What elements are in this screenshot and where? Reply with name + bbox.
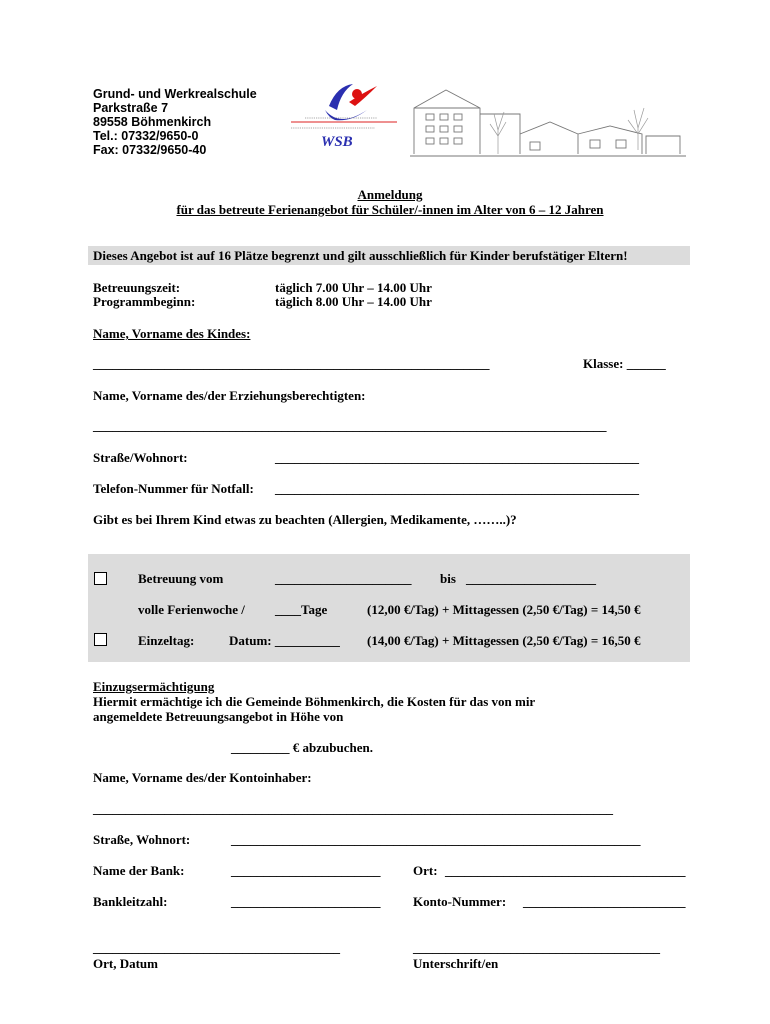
account-holder-field[interactable]: ________________________________________________________________________________ xyxy=(93,801,613,816)
bank-code-label: Bankleitzahl: xyxy=(93,894,168,909)
school-logo-icon xyxy=(285,80,405,152)
guardian-heading: Name, Vorname des/der Erziehungsberechtigten: xyxy=(93,388,366,403)
full-week-checkbox[interactable] xyxy=(94,572,107,585)
bank-city-label: Ort: xyxy=(413,863,438,878)
bank-code-field[interactable]: _______________________ xyxy=(231,894,381,909)
signature-field[interactable]: ______________________________________ xyxy=(413,940,660,955)
care-from-field[interactable]: _____________________ xyxy=(275,571,412,586)
care-from-label: Betreuung vom xyxy=(138,571,224,586)
address-label: Straße/Wohnort: xyxy=(93,450,188,465)
emergency-phone-label: Telefon-Nummer für Notfall: xyxy=(93,481,254,496)
single-day-price: (14,00 €/Tag) + Mittagessen (2,50 €/Tag) = 16,50 € xyxy=(367,633,641,648)
sepa-heading: Einzugsermächtigung xyxy=(93,679,215,694)
emergency-phone-field[interactable]: ________________________________________________________ xyxy=(275,481,639,496)
child-name-field[interactable]: _____________________________________________________________ xyxy=(93,356,490,371)
bank-city-field[interactable]: _____________________________________ xyxy=(445,863,686,878)
bank-name-label: Name der Bank: xyxy=(93,863,185,878)
sepa-street-label: Straße, Wohnort: xyxy=(93,832,191,847)
account-number-field[interactable]: _________________________ xyxy=(523,894,686,909)
notes-question: Gibt es bei Ihrem Kind etwas zu beachten (Allergien, Medikamente, ……..)? xyxy=(93,512,517,527)
school-tel: Tel.: 07332/9650-0 xyxy=(93,129,199,143)
class-field[interactable]: Klasse: ______ xyxy=(583,356,666,371)
school-city: 89558 Böhmenkirch xyxy=(93,115,212,129)
full-week-label: volle Ferienwoche / xyxy=(138,602,245,617)
notice-text: Dieses Angebot ist auf 16 Plätze begrenzt und gilt ausschließlich für Kinder berufstätiger Eltern! xyxy=(93,248,628,263)
sepa-street-field[interactable]: _______________________________________________________________ xyxy=(231,832,641,847)
care-time-label: Betreuungszeit: xyxy=(93,280,181,295)
place-date-field[interactable]: ______________________________________ xyxy=(93,940,340,955)
account-number-label: Konto-Nummer: xyxy=(413,894,507,909)
form-title: Anmeldung xyxy=(357,187,423,202)
school-building-icon xyxy=(410,84,690,160)
single-day-date-field[interactable]: Datum: __________ xyxy=(229,633,340,648)
program-start-value: täglich 8.00 Uhr – 14.00 Uhr xyxy=(275,294,432,309)
school-street: Parkstraße 7 xyxy=(93,101,169,115)
amount-field[interactable]: _________ € abzubuchen. xyxy=(231,740,373,755)
address-field[interactable]: ________________________________________________________ xyxy=(275,450,639,465)
single-day-label: Einzeltag: xyxy=(138,633,195,648)
single-day-checkbox[interactable] xyxy=(94,633,107,646)
place-date-label: Ort, Datum xyxy=(93,956,158,971)
full-week-price: (12,00 €/Tag) + Mittagessen (2,50 €/Tag) = 14,50 € xyxy=(367,602,641,617)
school-name: Grund- und Werkrealschule xyxy=(93,87,257,101)
days-field[interactable]: ____Tage xyxy=(275,602,328,617)
care-time-value: täglich 7.00 Uhr – 14.00 Uhr xyxy=(275,280,432,295)
bank-name-field[interactable]: _______________________ xyxy=(231,863,381,878)
sepa-text-line2: angemeldete Betreuungsangebot in Höhe von xyxy=(93,709,344,724)
account-holder-heading: Name, Vorname des/der Kontoinhaber: xyxy=(93,770,312,785)
logo-text: WSB xyxy=(321,134,353,150)
sepa-text-line1: Hiermit ermächtige ich die Gemeinde Böhmenkirch, die Kosten für das von mir xyxy=(93,694,536,709)
form-subtitle: für das betreute Ferienangebot für Schüler/-innen im Alter von 6 – 12 Jahren xyxy=(176,202,604,217)
care-to-label: bis xyxy=(440,571,456,586)
signature-label: Unterschrift/en xyxy=(413,956,499,971)
care-to-field[interactable]: ____________________ xyxy=(466,571,596,586)
child-name-heading: Name, Vorname des Kindes: xyxy=(93,326,251,341)
program-start-label: Programmbeginn: xyxy=(93,294,196,309)
school-fax: Fax: 07332/9650-40 xyxy=(93,143,207,157)
guardian-name-field[interactable]: _______________________________________________________________________________ xyxy=(93,418,607,433)
